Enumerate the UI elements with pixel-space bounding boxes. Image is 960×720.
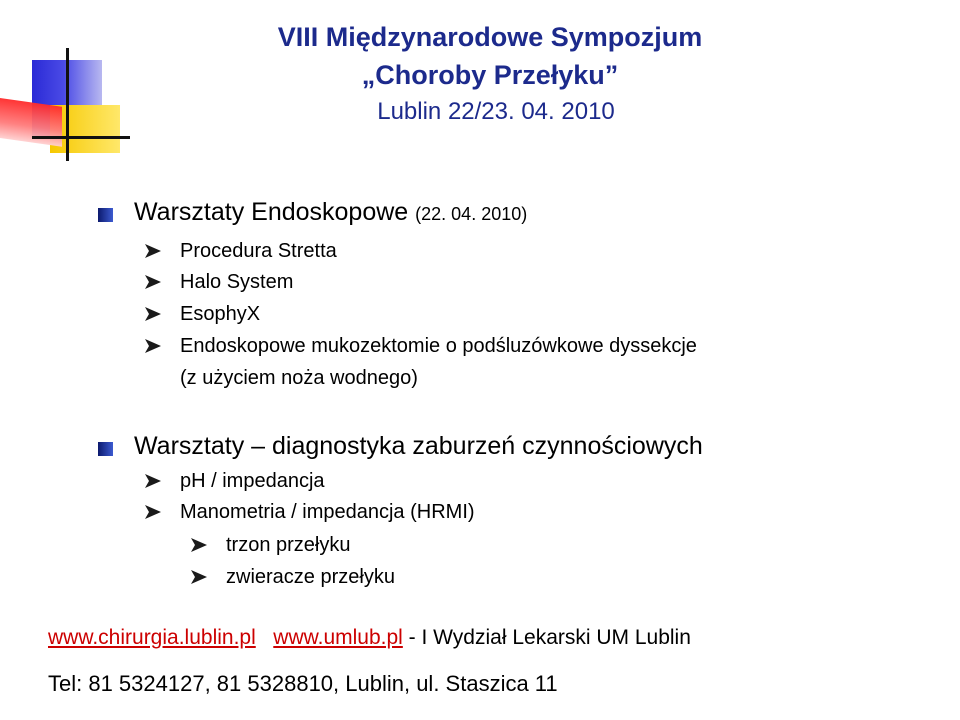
title-date-line: Lublin 22/23. 04. 2010 bbox=[377, 98, 615, 125]
arrow-bullet-icon bbox=[144, 274, 162, 290]
umlub-link[interactable]: www.umlub.pl bbox=[273, 626, 403, 649]
arrow-bullet-icon bbox=[144, 473, 162, 489]
square-bullet-icon bbox=[98, 208, 113, 222]
title-line-1: VIII Międzynarodowe Sympozjum bbox=[277, 22, 703, 52]
arrow-bullet-icon bbox=[190, 569, 208, 585]
arrow-bullet-icon bbox=[144, 306, 162, 322]
arrow-bullet-icon bbox=[144, 243, 162, 259]
arrow-bullet-icon bbox=[144, 338, 162, 354]
section-heading: Warsztaty Endoskopowe bbox=[134, 198, 409, 226]
title-line-2: „Choroby Przełyku” bbox=[361, 60, 619, 90]
contact-info: Tel: 81 5324127, 81 5328810, Lublin, ul. Staszica 11 bbox=[48, 671, 558, 696]
footer-links bbox=[48, 626, 691, 650]
section-date: (22. 04. 2010) bbox=[415, 204, 528, 224]
section-heading: Warsztaty – diagnostyka zaburzeń czynnościowych bbox=[134, 432, 703, 460]
square-bullet-icon bbox=[98, 442, 113, 456]
faculty-label: - I Wydział Lekarski UM Lublin bbox=[402, 626, 691, 649]
chirurgia-link[interactable]: www.chirurgia.lublin.pl bbox=[48, 626, 256, 649]
arrow-bullet-icon bbox=[190, 537, 208, 553]
arrow-bullet-icon bbox=[144, 504, 162, 520]
horizontal-line bbox=[32, 136, 130, 139]
